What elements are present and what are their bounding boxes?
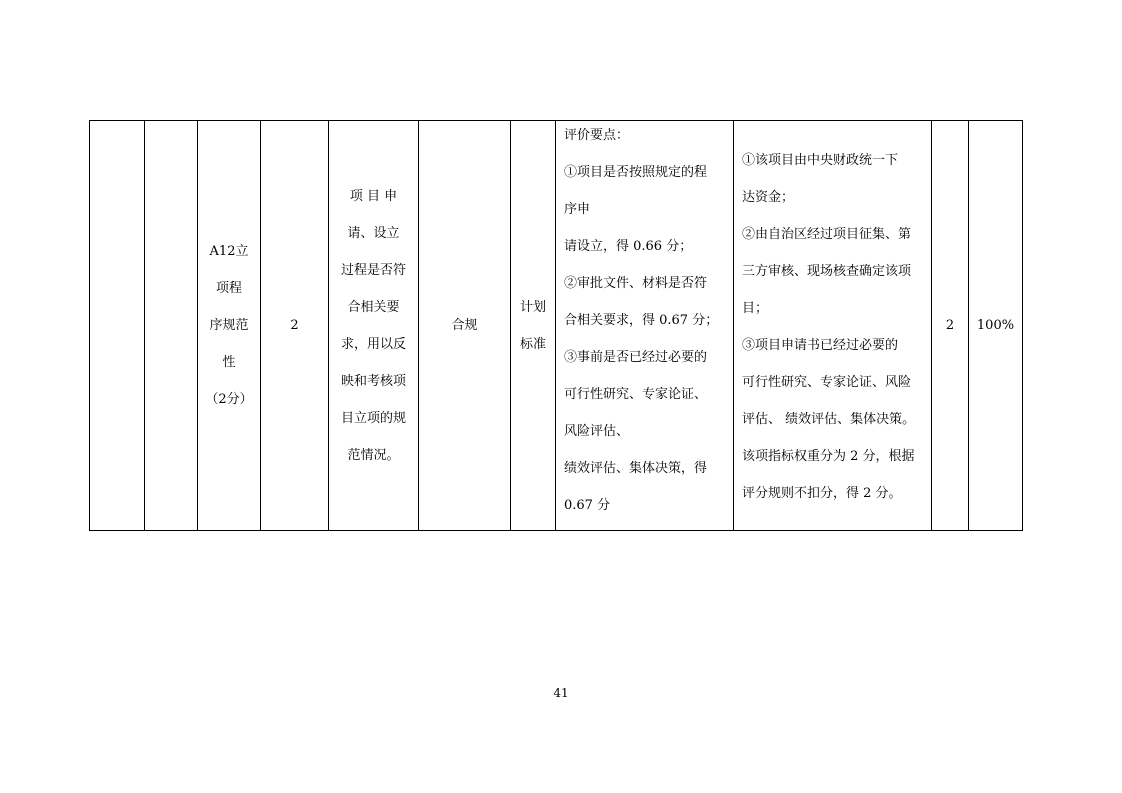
description-cell xyxy=(329,121,419,531)
criteria-line: 可行性研究、专家论证、 xyxy=(564,387,708,402)
result-line: 三方审核、现场核查确定该项 xyxy=(742,263,912,279)
result-line: 可行性研究、专家论证、风险 xyxy=(742,374,912,390)
page-number: 41 xyxy=(553,686,569,700)
score-cell xyxy=(932,121,969,531)
criteria-line: 合相关要求，得 0.67 分； xyxy=(564,313,719,328)
criteria-line: 0.67 分 xyxy=(564,498,611,513)
third-level-indicator-cell xyxy=(198,121,261,531)
description-line: 范情况。 xyxy=(347,447,400,463)
result-line: ③项目申请书已经过必要的 xyxy=(742,337,899,353)
indicator-line: （2分） xyxy=(205,392,253,407)
source-line: 标准 xyxy=(519,336,546,352)
result-line: 评估、 绩效评估、集体决策。 xyxy=(742,411,916,427)
result-line: ②由自治区经过项目征集、第 xyxy=(742,226,912,242)
score-rate: 100% xyxy=(976,318,1015,333)
description-line: 项 目 申 xyxy=(349,188,398,204)
indicator-line: A12立 xyxy=(209,244,249,259)
data-source xyxy=(511,289,555,363)
score-value: 2 xyxy=(945,318,955,333)
table-row xyxy=(90,121,1023,531)
criteria-line: ③事前是否已经过必要的 xyxy=(564,350,708,365)
criteria-line: 序申 xyxy=(564,202,591,217)
description-line: 请、设立 xyxy=(347,225,400,241)
criteria-line: 评价要点： xyxy=(564,128,630,143)
rate-cell xyxy=(969,121,1023,531)
criteria-cell xyxy=(556,121,734,531)
result-cell xyxy=(734,121,932,531)
first-level-indicator-cell xyxy=(90,121,145,531)
source-line: 计划 xyxy=(519,299,546,315)
indicator-line: 性 xyxy=(222,355,236,370)
attribute-value: 合规 xyxy=(451,318,478,333)
evaluation-criteria xyxy=(564,117,725,524)
description-line: 合相关要 xyxy=(347,299,400,315)
criteria-line: 绩效评估、集体决策，得 xyxy=(564,461,708,476)
weight-cell xyxy=(261,121,329,531)
source-cell xyxy=(511,121,556,531)
indicator-description xyxy=(338,178,410,474)
result-line: 达资金； xyxy=(742,189,795,205)
description-line: 映和考核项 xyxy=(340,373,406,389)
criteria-line: 风险评估、 xyxy=(564,424,630,439)
evaluation-table xyxy=(89,120,1023,531)
weight-value: 2 xyxy=(290,318,299,333)
second-level-indicator-cell xyxy=(145,121,198,531)
description-line: 求，用以反 xyxy=(340,336,406,352)
evaluation-result xyxy=(742,142,923,512)
description-line: 目立项的规 xyxy=(340,410,406,426)
criteria-line: ②审批文件、材料是否符 xyxy=(564,276,708,291)
criteria-line: 请设立，得 0.66 分； xyxy=(564,239,693,254)
result-line: ①该项目由中央财政统一下 xyxy=(742,152,899,168)
attribute-cell xyxy=(419,121,511,531)
description-line: 过程是否符 xyxy=(340,262,406,278)
criteria-line: ①项目是否按照规定的程 xyxy=(564,165,708,180)
indicator-line: 项程 xyxy=(215,281,242,296)
result-line: 目； xyxy=(742,300,769,316)
indicator-line: 序规范 xyxy=(209,318,249,333)
indicator-name xyxy=(202,233,256,418)
result-line: 评分规则不扣分，得 2 分。 xyxy=(742,485,902,501)
result-line: 该项指标权重分为 2 分，根据 xyxy=(742,448,915,464)
evaluation-table-wrapper xyxy=(89,120,1023,531)
